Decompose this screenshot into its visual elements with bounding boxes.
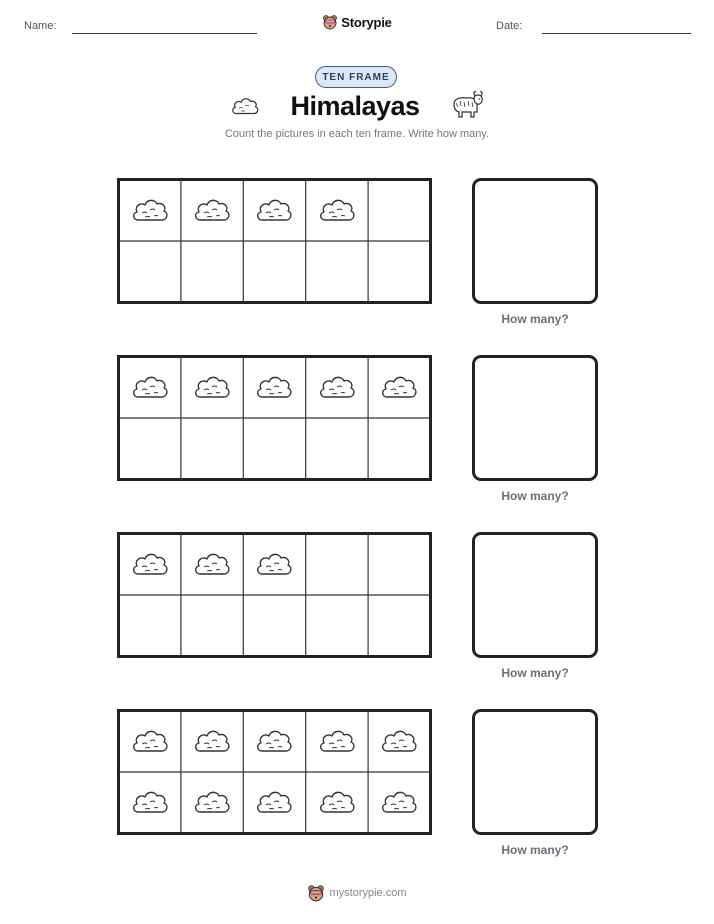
title-row — [0, 90, 714, 122]
answer-box[interactable] — [472, 178, 598, 304]
ten-frame — [117, 532, 432, 658]
how-many-label: How many? — [501, 666, 569, 680]
footer — [0, 884, 714, 902]
cell-cloud-icon — [192, 548, 232, 580]
empty-cell — [192, 432, 232, 464]
empty-cell — [192, 609, 232, 641]
cell-cloud-icon — [130, 548, 170, 580]
brand-name: Storypie — [341, 14, 392, 30]
empty-cell — [254, 255, 294, 287]
cell-cloud-icon — [254, 548, 294, 580]
empty-cell — [130, 609, 170, 641]
empty-cell — [254, 609, 294, 641]
cell-cloud-icon — [254, 786, 294, 818]
name-line[interactable] — [72, 33, 257, 34]
worksheet-title: Himalayas — [290, 90, 420, 121]
cell-cloud-icon — [379, 786, 419, 818]
cell-cloud-icon — [254, 725, 294, 757]
empty-cell — [130, 432, 170, 464]
ten-frame-badge: TEN FRAME — [315, 66, 397, 88]
answer-box[interactable] — [472, 355, 598, 481]
answer-box[interactable] — [472, 709, 598, 835]
brand-logo — [0, 14, 714, 30]
empty-cell — [379, 548, 419, 580]
empty-cell — [254, 432, 294, 464]
empty-cell — [317, 255, 357, 287]
footer-url[interactable]: mystorypie.com — [329, 887, 407, 899]
cell-cloud-icon — [192, 194, 232, 226]
cell-cloud-icon — [130, 371, 170, 403]
cell-cloud-icon — [130, 194, 170, 226]
cell-cloud-icon — [130, 725, 170, 757]
empty-cell — [379, 609, 419, 641]
ten-frame — [117, 709, 432, 835]
cell-cloud-icon — [317, 786, 357, 818]
cell-cloud-icon — [254, 371, 294, 403]
cell-cloud-icon — [379, 371, 419, 403]
empty-cell — [317, 548, 357, 580]
how-many-label: How many? — [501, 312, 569, 326]
empty-cell — [192, 255, 232, 287]
cell-cloud-icon — [192, 786, 232, 818]
date-line[interactable] — [542, 33, 691, 34]
answer-box[interactable] — [472, 532, 598, 658]
empty-cell — [317, 609, 357, 641]
empty-cell — [379, 194, 419, 226]
empty-cell — [379, 432, 419, 464]
yak-icon — [450, 90, 484, 122]
instructions: Count the pictures in each ten frame. Write how many. — [224, 128, 490, 140]
cell-cloud-icon — [192, 725, 232, 757]
cell-cloud-icon — [317, 725, 357, 757]
empty-cell — [379, 255, 419, 287]
bear-mascot-icon — [322, 14, 338, 30]
how-many-label: How many? — [501, 489, 569, 503]
cell-cloud-icon — [130, 786, 170, 818]
cell-cloud-icon — [192, 371, 232, 403]
how-many-label: How many? — [501, 843, 569, 857]
date-label: Date: — [496, 20, 523, 32]
cloud-icon — [230, 94, 260, 118]
cell-cloud-icon — [254, 194, 294, 226]
cell-cloud-icon — [379, 725, 419, 757]
bear-mascot-icon — [307, 884, 325, 902]
name-label: Name: — [24, 20, 57, 32]
cell-cloud-icon — [317, 194, 357, 226]
ten-frame — [117, 178, 432, 304]
empty-cell — [317, 432, 357, 464]
cell-cloud-icon — [317, 371, 357, 403]
empty-cell — [130, 255, 170, 287]
ten-frame — [117, 355, 432, 481]
